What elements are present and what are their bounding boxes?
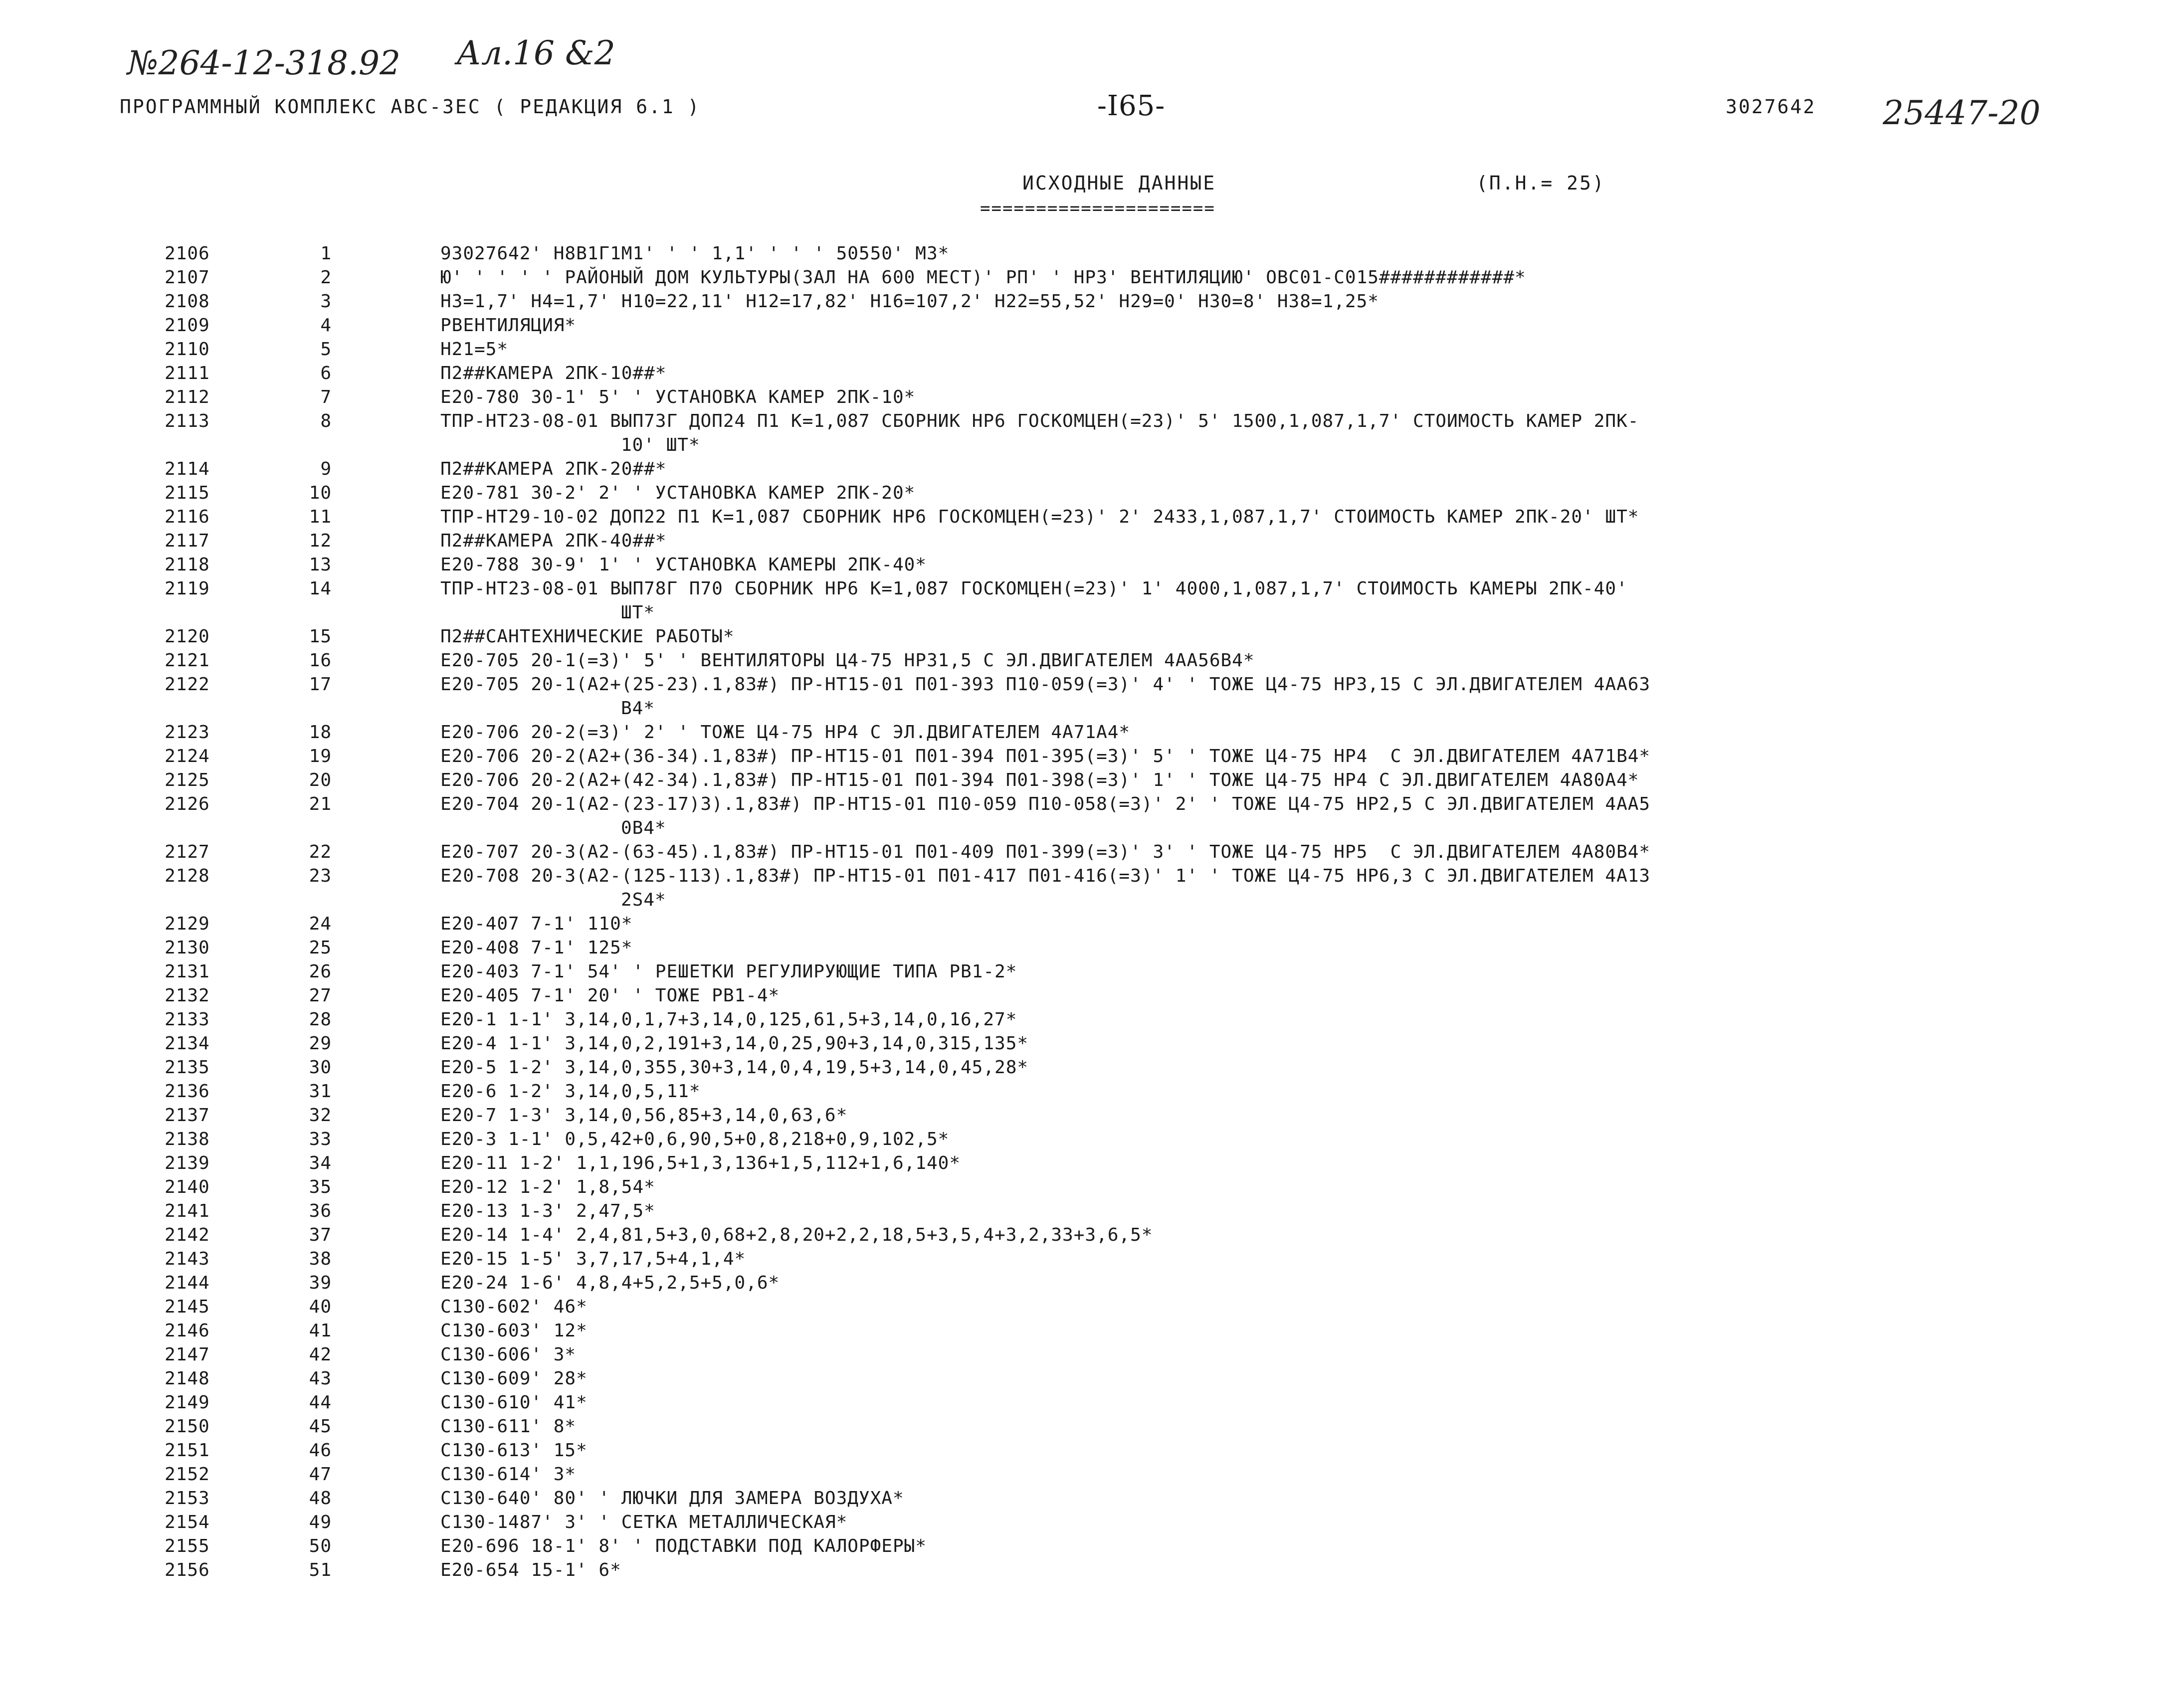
listing-row bbox=[0, 914, 2180, 938]
row-line-number: 2140 bbox=[165, 1177, 210, 1197]
row-line-number: 2138 bbox=[165, 1129, 210, 1149]
listing-row bbox=[0, 1560, 2180, 1584]
row-text: Е20-12 1-2' 1,8,54* bbox=[440, 1177, 655, 1197]
row-sequence-number: 51 bbox=[309, 1560, 332, 1580]
row-sequence-number: 45 bbox=[309, 1416, 332, 1437]
row-sequence-number: 10 bbox=[309, 483, 332, 503]
row-sequence-number: 33 bbox=[309, 1129, 332, 1149]
handwritten-sheet-note: Ал.16 &2 bbox=[456, 34, 615, 72]
row-text: Е20-407 7-1' 110* bbox=[440, 914, 633, 934]
row-sequence-number: 5 bbox=[320, 339, 332, 360]
row-line-number: 2112 bbox=[165, 387, 210, 407]
listing-row bbox=[0, 363, 2180, 387]
row-sequence-number: 19 bbox=[309, 746, 332, 766]
listing-row bbox=[0, 674, 2180, 698]
row-line-number: 2143 bbox=[165, 1249, 210, 1269]
row-line-number: 2110 bbox=[165, 339, 210, 360]
listing-row bbox=[0, 1297, 2180, 1321]
listing-row bbox=[0, 1344, 2180, 1368]
row-line-number: 2134 bbox=[165, 1033, 210, 1054]
row-line-number: 2146 bbox=[165, 1321, 210, 1341]
row-text: Е20-3 1-1' 0,5,42+0,6,90,5+0,8,218+0,9,102,5* bbox=[440, 1129, 950, 1149]
row-sequence-number: 9 bbox=[320, 459, 332, 479]
row-sequence-number: 47 bbox=[309, 1464, 332, 1485]
listing-row bbox=[0, 483, 2180, 507]
row-sequence-number: 2 bbox=[320, 267, 332, 288]
row-text: Е20-6 1-2' 3,14,0,5,11* bbox=[440, 1081, 701, 1102]
row-sequence-number: 28 bbox=[309, 1009, 332, 1030]
row-text: Е20-705 20-1(А2+(25-23).1,83#) ПР-НТ15-01 П01-393 П10-059(=3)' 4' ' ТОЖЕ Ц4-75 НР3,15 С ЭЛ.ДВИГАТЕЛЕМ 4АА63 bbox=[440, 674, 1651, 695]
title-subinfo: (П.Н.= 25) bbox=[1476, 172, 1605, 194]
row-line-number: 2152 bbox=[165, 1464, 210, 1485]
row-line-number: 2150 bbox=[165, 1416, 210, 1437]
row-line-number: 2116 bbox=[165, 507, 210, 527]
listing-row bbox=[0, 1009, 2180, 1033]
listing-row bbox=[0, 267, 2180, 291]
listing-row bbox=[0, 770, 2180, 794]
listing-row bbox=[0, 555, 2180, 578]
listing-row bbox=[0, 243, 2180, 267]
row-line-number: 2136 bbox=[165, 1081, 210, 1102]
row-text: Е20-15 1-5' 3,7,17,5+4,1,4* bbox=[440, 1249, 746, 1269]
row-text: ТПР-НТ29-10-02 ДОП22 П1 К=1,087 СБОРНИК НР6 ГОСКОМЦЕН(=23)' 2' 2433,1,087,1,7' СТОИМОСТЬ КАМЕР 2ПК-20' ШТ* bbox=[440, 507, 1639, 527]
row-line-number: 2113 bbox=[165, 411, 210, 431]
row-line-number: 2153 bbox=[165, 1488, 210, 1509]
row-text: ТПР-НТ23-08-01 ВЫП73Г ДОП24 П1 К=1,087 СБОРНИК НР6 ГОСКОМЦЕН(=23)' 5' 1500,1,087,1,7' СТОИМОСТЬ КАМЕР 2ПК- bbox=[440, 411, 1639, 431]
row-line-number: 2115 bbox=[165, 483, 210, 503]
row-line-number: 2154 bbox=[165, 1512, 210, 1532]
row-sequence-number: 15 bbox=[309, 626, 332, 647]
row-sequence-number: 13 bbox=[309, 555, 332, 575]
row-text: Е20-405 7-1' 20' ' ТОЖЕ РВ1-4* bbox=[440, 985, 780, 1006]
row-line-number: 2109 bbox=[165, 315, 210, 336]
listing-row bbox=[0, 578, 2180, 602]
listing-row bbox=[0, 1033, 2180, 1057]
row-text: Е20-1 1-1' 3,14,0,1,7+3,14,0,125,61,5+3,14,0,16,27* bbox=[440, 1009, 1017, 1030]
row-line-number: 2139 bbox=[165, 1153, 210, 1173]
row-sequence-number: 23 bbox=[309, 866, 332, 886]
row-text: С130-606' 3* bbox=[440, 1344, 577, 1365]
listing-row-continuation bbox=[0, 890, 2180, 914]
row-line-number: 2145 bbox=[165, 1297, 210, 1317]
row-sequence-number: 32 bbox=[309, 1105, 332, 1126]
row-line-number: 2142 bbox=[165, 1225, 210, 1245]
row-sequence-number: 36 bbox=[309, 1201, 332, 1221]
listing-row bbox=[0, 985, 2180, 1009]
listing-row-continuation bbox=[0, 435, 2180, 459]
listing-row bbox=[0, 1392, 2180, 1416]
program-header: ПРОГРАММНЫЙ КОМПЛЕКС АВС-3ЕС ( РЕДАКЦИЯ 6.1 ) bbox=[120, 96, 701, 118]
row-text: Е20-706 20-2(А2+(36-34).1,83#) ПР-НТ15-01 П01-394 П01-395(=3)' 5' ' ТОЖЕ Ц4-75 НР4 С ЭЛ.ДВИГАТЕЛЕМ 4А71В4* bbox=[440, 746, 1651, 766]
row-sequence-number: 21 bbox=[309, 794, 332, 814]
row-sequence-number: 8 bbox=[320, 411, 332, 431]
row-sequence-number: 22 bbox=[309, 842, 332, 862]
listing-row-continuation bbox=[0, 818, 2180, 842]
row-line-number: 2155 bbox=[165, 1536, 210, 1556]
title-underline: ===================== bbox=[980, 198, 1215, 218]
row-text: Е20-706 20-2(=3)' 2' ' ТОЖЕ Ц4-75 НР4 С ЭЛ.ДВИГАТЕЛЕМ 4А71А4* bbox=[440, 722, 1131, 743]
row-sequence-number: 34 bbox=[309, 1153, 332, 1173]
row-line-number: 2120 bbox=[165, 626, 210, 647]
listing-row bbox=[0, 339, 2180, 363]
row-text: С130-603' 12* bbox=[440, 1321, 588, 1341]
listing-row bbox=[0, 1273, 2180, 1297]
row-text: Е20-408 7-1' 125* bbox=[440, 938, 633, 958]
row-line-number: 2156 bbox=[165, 1560, 210, 1580]
row-line-number: 2133 bbox=[165, 1009, 210, 1030]
listing-row bbox=[0, 842, 2180, 866]
handwritten-document-number: №264-12-318.92 bbox=[127, 44, 400, 82]
row-line-number: 2124 bbox=[165, 746, 210, 766]
row-line-number: 2119 bbox=[165, 578, 210, 599]
row-text: С130-640' 80' ' ЛЮЧКИ ДЛЯ ЗАМЕРА ВОЗДУХА* bbox=[440, 1488, 904, 1509]
row-line-number: 2132 bbox=[165, 985, 210, 1006]
row-line-number: 2135 bbox=[165, 1057, 210, 1078]
listing-row bbox=[0, 961, 2180, 985]
listing-row bbox=[0, 650, 2180, 674]
row-sequence-number: 6 bbox=[320, 363, 332, 383]
row-sequence-number: 46 bbox=[309, 1440, 332, 1461]
row-line-number: 2137 bbox=[165, 1105, 210, 1126]
row-text: С130-614' 3* bbox=[440, 1464, 577, 1485]
row-line-number: 2127 bbox=[165, 842, 210, 862]
row-sequence-number: 16 bbox=[309, 650, 332, 671]
row-text: Е20-708 20-3(А2-(125-113).1,83#) ПР-НТ15-01 П01-417 П01-416(=3)' 1' ' ТОЖЕ Ц4-75 НР6,3 С ЭЛ.ДВИГАТЕЛЕМ 4А13 bbox=[440, 866, 1651, 886]
row-text: С130-602' 46* bbox=[440, 1297, 588, 1317]
row-line-number: 2144 bbox=[165, 1273, 210, 1293]
row-line-number: 2108 bbox=[165, 291, 210, 312]
row-text: С130-613' 15* bbox=[440, 1440, 588, 1461]
row-sequence-number: 39 bbox=[309, 1273, 332, 1293]
row-line-number: 2147 bbox=[165, 1344, 210, 1365]
row-sequence-number: 26 bbox=[309, 961, 332, 982]
handwritten-code: 25447-20 bbox=[1883, 94, 2041, 132]
data-listing bbox=[0, 243, 2180, 1584]
listing-row bbox=[0, 1440, 2180, 1464]
listing-row bbox=[0, 531, 2180, 555]
listing-row bbox=[0, 1321, 2180, 1344]
listing-row bbox=[0, 291, 2180, 315]
row-text: Е20-707 20-3(А2-(63-45).1,83#) ПР-НТ15-01 П01-409 П01-399(=3)' 3' ' ТОЖЕ Ц4-75 НР5 С ЭЛ.ДВИГАТЕЛЕМ 4А80В4* bbox=[440, 842, 1651, 862]
row-text: С130-609' 28* bbox=[440, 1368, 588, 1389]
listing-row bbox=[0, 722, 2180, 746]
row-sequence-number: 11 bbox=[309, 507, 332, 527]
row-line-number: 2122 bbox=[165, 674, 210, 695]
listing-row bbox=[0, 1488, 2180, 1512]
row-sequence-number: 17 bbox=[309, 674, 332, 695]
row-text: 2S4* bbox=[621, 890, 666, 910]
row-text: 93027642' Н8В1Г1М1' ' ' 1,1' ' ' ' 50550' М3* bbox=[440, 243, 950, 264]
row-line-number: 2129 bbox=[165, 914, 210, 934]
row-text: 0В4* bbox=[621, 818, 666, 838]
row-text: С130-610' 41* bbox=[440, 1392, 588, 1413]
listing-row bbox=[0, 1368, 2180, 1392]
row-text: С130-611' 8* bbox=[440, 1416, 577, 1437]
row-text: Е20-705 20-1(=3)' 5' ' ВЕНТИЛЯТОРЫ Ц4-75 НР31,5 С ЭЛ.ДВИГАТЕЛЕМ 4АА56В4* bbox=[440, 650, 1255, 671]
row-text: Ю' ' ' ' ' РАЙОНЫЙ ДОМ КУЛЬТУРЫ(ЗАЛ НА 600 МЕСТ)' РП' ' НР3' ВЕНТИЛЯЦИЮ' ОВС01-С015############* bbox=[440, 267, 1526, 288]
row-sequence-number: 31 bbox=[309, 1081, 332, 1102]
row-sequence-number: 3 bbox=[320, 291, 332, 312]
listing-row bbox=[0, 1201, 2180, 1225]
listing-row bbox=[0, 387, 2180, 411]
row-line-number: 2149 bbox=[165, 1392, 210, 1413]
row-text: 10' ШТ* bbox=[621, 435, 700, 455]
document-number: 3027642 bbox=[1726, 96, 1816, 118]
row-sequence-number: 30 bbox=[309, 1057, 332, 1078]
row-sequence-number: 14 bbox=[309, 578, 332, 599]
listing-row bbox=[0, 1512, 2180, 1536]
row-text: Е20-781 30-2' 2' ' УСТАНОВКА КАМЕР 2ПК-20* bbox=[440, 483, 916, 503]
row-text: П2##КАМЕРА 2ПК-10##* bbox=[440, 363, 667, 383]
row-sequence-number: 50 bbox=[309, 1536, 332, 1556]
row-line-number: 2151 bbox=[165, 1440, 210, 1461]
row-sequence-number: 20 bbox=[309, 770, 332, 790]
row-sequence-number: 25 bbox=[309, 938, 332, 958]
listing-row bbox=[0, 1536, 2180, 1560]
row-line-number: 2118 bbox=[165, 555, 210, 575]
row-text: Е20-24 1-6' 4,8,4+5,2,5+5,0,6* bbox=[440, 1273, 780, 1293]
row-line-number: 2117 bbox=[165, 531, 210, 551]
row-line-number: 2128 bbox=[165, 866, 210, 886]
listing-row bbox=[0, 507, 2180, 531]
row-text: Е20-13 1-3' 2,47,5* bbox=[440, 1201, 655, 1221]
row-text: ТПР-НТ23-08-01 ВЫП78Г П70 СБОРНИК НР6 К=1,087 ГОСКОМЦЕН(=23)' 1' 4000,1,087,1,7' СТОИМОСТЬ КАМЕРЫ 2ПК-40' bbox=[440, 578, 1628, 599]
row-text: Е20-654 15-1' 6* bbox=[440, 1560, 621, 1580]
listing-row bbox=[0, 938, 2180, 961]
row-text: Н21=5* bbox=[440, 339, 509, 360]
row-text: С130-1487' 3' ' СЕТКА МЕТАЛЛИЧЕСКАЯ* bbox=[440, 1512, 848, 1532]
row-sequence-number: 41 bbox=[309, 1321, 332, 1341]
row-sequence-number: 27 bbox=[309, 985, 332, 1006]
row-line-number: 2121 bbox=[165, 650, 210, 671]
row-sequence-number: 12 bbox=[309, 531, 332, 551]
listing-row bbox=[0, 1129, 2180, 1153]
row-line-number: 2107 bbox=[165, 267, 210, 288]
listing-row bbox=[0, 1153, 2180, 1177]
row-line-number: 2111 bbox=[165, 363, 210, 383]
row-text: В4* bbox=[621, 698, 655, 719]
page-title: ИСХОДНЫЕ ДАННЫЕ bbox=[1022, 172, 1216, 194]
row-line-number: 2125 bbox=[165, 770, 210, 790]
listing-row bbox=[0, 1177, 2180, 1201]
row-sequence-number: 44 bbox=[309, 1392, 332, 1413]
row-sequence-number: 29 bbox=[309, 1033, 332, 1054]
row-line-number: 2130 bbox=[165, 938, 210, 958]
listing-row bbox=[0, 315, 2180, 339]
row-line-number: 2106 bbox=[165, 243, 210, 264]
row-sequence-number: 24 bbox=[309, 914, 332, 934]
listing-row bbox=[0, 1105, 2180, 1129]
row-text: Е20-706 20-2(А2+(42-34).1,83#) ПР-НТ15-01 П01-394 П01-398(=3)' 1' ' ТОЖЕ Ц4-75 НР4 С ЭЛ.ДВИГАТЕЛЕМ 4А80А4* bbox=[440, 770, 1639, 790]
row-text: Е20-403 7-1' 54' ' РЕШЕТКИ РЕГУЛИРУЮЩИЕ ТИПА РВ1-2* bbox=[440, 961, 1017, 982]
row-text: Е20-696 18-1' 8' ' ПОДСТАВКИ ПОД КАЛОРФЕРЫ* bbox=[440, 1536, 927, 1556]
row-text: П2##САНТЕХНИЧЕСКИЕ РАБОТЫ* bbox=[440, 626, 735, 647]
listing-row bbox=[0, 794, 2180, 818]
row-line-number: 2114 bbox=[165, 459, 210, 479]
row-text: Е20-780 30-1' 5' ' УСТАНОВКА КАМЕР 2ПК-10* bbox=[440, 387, 916, 407]
row-text: РВЕНТИЛЯЦИЯ* bbox=[440, 315, 577, 336]
row-sequence-number: 37 bbox=[309, 1225, 332, 1245]
row-text: П2##КАМЕРА 2ПК-40##* bbox=[440, 531, 667, 551]
row-line-number: 2123 bbox=[165, 722, 210, 743]
row-text: Е20-7 1-3' 3,14,0,56,85+3,14,0,63,6* bbox=[440, 1105, 848, 1126]
listing-row bbox=[0, 746, 2180, 770]
row-line-number: 2126 bbox=[165, 794, 210, 814]
listing-row bbox=[0, 866, 2180, 890]
row-sequence-number: 4 bbox=[320, 315, 332, 336]
row-text: Е20-5 1-2' 3,14,0,355,30+3,14,0,4,19,5+3,14,0,45,28* bbox=[440, 1057, 1029, 1078]
row-text: Е20-788 30-9' 1' ' УСТАНОВКА КАМЕРЫ 2ПК-40* bbox=[440, 555, 927, 575]
listing-row bbox=[0, 1057, 2180, 1081]
row-sequence-number: 7 bbox=[320, 387, 332, 407]
row-sequence-number: 38 bbox=[309, 1249, 332, 1269]
row-line-number: 2141 bbox=[165, 1201, 210, 1221]
page-number: -I65- bbox=[1097, 90, 1166, 122]
row-sequence-number: 49 bbox=[309, 1512, 332, 1532]
listing-row bbox=[0, 459, 2180, 483]
row-sequence-number: 40 bbox=[309, 1297, 332, 1317]
row-text: Е20-11 1-2' 1,1,196,5+1,3,136+1,5,112+1,6,140* bbox=[440, 1153, 961, 1173]
listing-row bbox=[0, 411, 2180, 435]
listing-row bbox=[0, 626, 2180, 650]
listing-row-continuation bbox=[0, 602, 2180, 626]
row-sequence-number: 18 bbox=[309, 722, 332, 743]
row-sequence-number: 42 bbox=[309, 1344, 332, 1365]
row-line-number: 2131 bbox=[165, 961, 210, 982]
row-sequence-number: 1 bbox=[320, 243, 332, 264]
listing-row bbox=[0, 1464, 2180, 1488]
row-text: ШТ* bbox=[621, 602, 655, 623]
listing-row-continuation bbox=[0, 698, 2180, 722]
row-text: Е20-14 1-4' 2,4,81,5+3,0,68+2,8,20+2,2,18,5+3,5,4+3,2,33+3,6,5* bbox=[440, 1225, 1153, 1245]
row-text: Е20-704 20-1(А2-(23-17)3).1,83#) ПР-НТ15-01 П10-059 П10-058(=3)' 2' ' ТОЖЕ Ц4-75 НР2,5 С ЭЛ.ДВИГАТЕЛЕМ 4АА5 bbox=[440, 794, 1651, 814]
row-sequence-number: 48 bbox=[309, 1488, 332, 1509]
row-sequence-number: 43 bbox=[309, 1368, 332, 1389]
row-text: Н3=1,7' Н4=1,7' Н10=22,11' Н12=17,82' Н16=107,2' Н22=55,52' Н29=0' Н30=8' Н38=1,25* bbox=[440, 291, 1379, 312]
listing-row bbox=[0, 1416, 2180, 1440]
listing-row bbox=[0, 1081, 2180, 1105]
row-sequence-number: 35 bbox=[309, 1177, 332, 1197]
row-line-number: 2148 bbox=[165, 1368, 210, 1389]
listing-row bbox=[0, 1249, 2180, 1273]
row-text: П2##КАМЕРА 2ПК-20##* bbox=[440, 459, 667, 479]
row-text: Е20-4 1-1' 3,14,0,2,191+3,14,0,25,90+3,14,0,315,135* bbox=[440, 1033, 1029, 1054]
listing-row bbox=[0, 1225, 2180, 1249]
